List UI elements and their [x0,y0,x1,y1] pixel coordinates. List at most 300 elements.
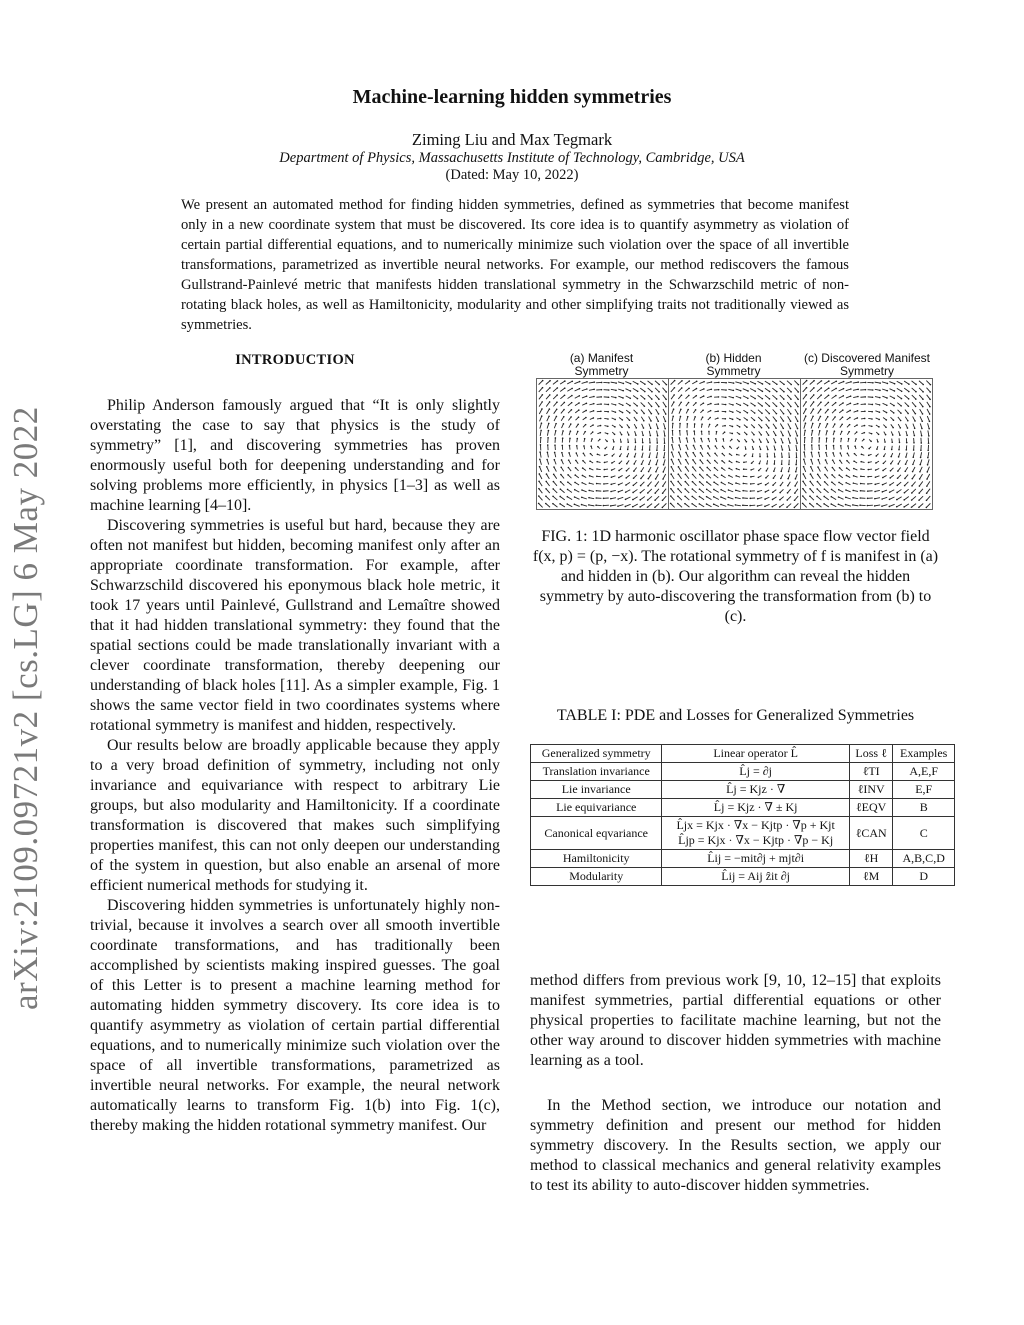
field-arrow [700,489,704,493]
field-arrow-head [775,420,777,422]
field-arrow-head [679,430,681,432]
field-arrow-head [574,504,576,506]
section-heading: INTRODUCTION [235,352,355,368]
field-arrow-head [692,481,694,483]
field-arrow-head [699,481,701,483]
field-arrow-head [548,423,550,425]
field-arrow [904,504,909,507]
field-arrow-head [874,498,876,500]
field-arrow-head [753,441,755,443]
field-arrow-head [842,402,844,404]
field-arrow [678,489,682,493]
field-arrow-head [739,426,741,428]
field-arrow-head [706,474,708,476]
field-arrow-head [883,456,885,458]
field-arrow-head [644,383,646,385]
field-arrow-head [549,387,551,389]
field-arrow-head [914,427,916,429]
field-arrow-head [918,492,920,494]
field-arrow-head [786,499,788,501]
field-arrow [539,388,543,392]
field-arrow-head [802,488,804,490]
field-arrow-head [824,466,826,468]
field-arrow-head [929,399,931,401]
field-arrow [640,381,645,384]
field-arrow-head [824,488,826,490]
field-arrow-head [721,453,723,455]
field-arrow-head [797,406,799,408]
field-arrow-head [671,459,673,461]
field-arrow [539,409,542,414]
field-arrow-head [622,419,624,421]
field-arrow-head [695,402,697,404]
field-arrow-head [904,492,906,494]
field-arrow-head [908,391,910,393]
field-arrow [678,467,681,472]
field-arrow-head [875,462,877,464]
field-arrow-head [896,499,898,501]
field-arrow [655,504,659,508]
field-arrow-head [817,474,819,476]
field-arrow-head [717,410,719,412]
field-arrow-head [685,444,687,446]
field-arrow-head [686,430,688,432]
field-arrow-head [812,423,814,425]
field-arrow-head [922,398,924,400]
field-arrow-head [776,398,778,400]
field-arrow-head [579,381,581,383]
field-arrow-head [633,470,635,472]
field-arrow-head [768,413,770,415]
field-arrow-head [684,503,686,505]
right-column-para-2 [530,1096,941,1196]
field-arrow-head [853,475,855,477]
field-arrow-head [911,492,913,494]
field-arrow [692,489,696,493]
field-arrow [781,431,783,436]
field-arrow-head [672,415,674,417]
field-arrow [671,489,675,493]
field-arrow-head [786,506,788,508]
field-arrow-head [570,423,572,425]
field-arrow [912,395,916,399]
field-arrow-head [617,498,619,500]
field-arrow-head [848,431,850,433]
field-arrow-head [647,492,649,494]
field-arrow [831,388,836,391]
field-arrow [890,497,895,499]
field-arrow [707,475,711,479]
field-arrow-head [733,390,735,392]
field-arrow-head [927,457,929,459]
field-arrow-head [853,468,855,470]
field-arrow-head [891,441,893,443]
field-arrow-head [884,448,886,450]
field-arrow-head [729,446,731,448]
field-arrow-head [716,431,718,433]
field-arrow-head [707,445,709,447]
field-arrow-head [926,478,928,480]
field-arrow-head [687,416,689,418]
field-arrow [678,474,681,479]
field-arrow-head [810,466,812,468]
field-arrow [920,474,923,479]
field-arrow-head [650,427,652,429]
field-arrow-head [729,460,731,462]
field-arrow [539,481,542,486]
field-arrow-head [768,420,770,422]
field-arrow-head [540,437,542,439]
field-arrow-head [788,456,790,458]
field-arrow [539,381,543,385]
field-arrow-head [805,422,807,424]
field-arrow-head [567,496,569,498]
field-arrow-head [678,459,680,461]
field-arrow [648,395,652,399]
field-arrow-head [632,499,634,501]
field-arrow-head [913,442,915,444]
field-arrow-head [766,463,768,465]
field-arrow-head [561,459,563,461]
field-arrow [721,490,726,492]
field-arrow-head [831,496,833,498]
table-row [531,763,955,781]
field-arrow [611,505,616,506]
field-arrow-head [898,456,900,458]
figure-caption: FIG. 1: 1D harmonic oscillator phase space flow vector field f(x, p) = (p, −x). The rotational symmetry of f is manifest in (a) and hidden in (b). Our algorithm can reveal the hidden symmetry by auto-discovering the transformation from (b) to (c). [532,528,939,625]
field-arrow-head [647,485,649,487]
field-arrow-head [600,403,602,405]
field-arrow-head [896,492,898,494]
field-arrow-head [615,404,617,406]
field-arrow-head [775,427,777,429]
field-arrow-head [729,453,731,455]
field-arrow-head [867,469,869,471]
field-arrow-head [886,390,888,392]
field-arrow-head [926,500,928,502]
field-arrow-head [772,484,774,486]
field-arrow [662,496,666,500]
field-arrow-head [540,444,542,446]
field-arrow [758,395,763,398]
field-arrow-head [772,491,774,493]
field-arrow [553,381,558,384]
field-arrow-head [608,382,610,384]
field-arrow [626,497,631,499]
field-arrow-head [834,423,836,425]
field-arrow [611,382,616,383]
field-arrow [633,388,638,391]
field-arrow-head [818,452,820,454]
field-arrow [765,381,770,384]
field-arrow [838,382,843,384]
field-arrow [547,467,549,472]
field-arrow-head [604,462,606,464]
field-arrow-head [672,423,674,425]
field-arrow [540,430,541,435]
field-arrow-head [677,503,679,505]
field-arrow-head [685,452,687,454]
field-arrow-head [929,391,931,393]
field-arrow-head [721,460,723,462]
field-arrow [656,409,659,414]
field-arrow [912,381,917,384]
field-arrow-head [636,412,638,414]
field-arrow-head [546,466,548,468]
field-arrow-head [709,424,711,426]
field-arrow-head [921,420,923,422]
field-arrow-head [907,427,909,429]
field-arrow-head [823,496,825,498]
field-arrow-head [538,503,540,505]
field-arrow-head [753,427,755,429]
field-arrow [810,496,814,500]
field-arrow [927,402,930,407]
field-arrow-head [548,430,550,432]
field-arrow [567,381,572,384]
field-arrow [750,403,754,406]
field-arrow-head [806,394,808,396]
field-arrow-head [747,412,749,414]
field-arrow [553,482,557,486]
field-arrow [656,416,658,421]
field-arrow-head [896,506,898,508]
field-arrow-head [541,401,543,403]
field-arrow-head [739,433,741,435]
field-arrow-head [820,416,822,418]
field-arrow [553,489,557,493]
field-arrow-head [882,470,884,472]
field-arrow-head [736,454,738,456]
field-arrow-head [906,442,908,444]
field-arrow-head [720,504,722,506]
field-arrow [810,402,813,407]
field-arrow-head [647,506,649,508]
field-arrow-head [540,430,542,432]
field-arrow-head [578,409,580,411]
field-arrow-head [581,489,583,491]
field-arrow [546,489,550,493]
field-arrow-head [900,412,902,414]
field-arrow [787,402,791,406]
field-arrow-head [564,394,566,396]
field-arrow-head [619,456,621,458]
field-arrow [640,395,644,399]
field-arrow-head [611,469,613,471]
field-arrow [547,416,549,421]
field-arrow [693,474,697,478]
field-arrow-head [930,384,932,386]
field-arrow-head [654,499,656,501]
field-arrow-head [765,477,767,479]
field-arrow-head [776,391,778,393]
field-arrow-head [882,491,884,493]
field-arrow-head [876,448,878,450]
field-arrow-head [904,471,906,473]
field-arrow-head [892,434,894,436]
field-arrow [780,402,784,406]
field-arrow [831,504,836,507]
field-arrow-head [761,420,763,422]
field-arrow-head [845,489,847,491]
field-arrow-head [821,380,823,382]
field-arrow-head [797,413,799,415]
field-arrow-head [918,499,920,501]
field-arrow [919,395,923,399]
field-arrow-head [692,474,694,476]
field-arrow-head [870,441,872,443]
field-arrow [919,489,923,493]
field-arrow-head [746,441,748,443]
field-arrow-head [618,491,620,493]
field-arrow-head [809,488,811,490]
table-row [531,781,955,799]
field-arrow-head [776,405,778,407]
field-arrow-head [637,390,639,392]
field-arrow [795,395,799,399]
field-arrow-head [636,420,638,422]
field-arrow-head [776,413,778,415]
field-arrow-head [591,438,593,440]
field-arrow [897,497,902,500]
field-arrow [618,505,623,507]
table-cell: Lie invariance [531,781,662,799]
table-cell: ℓINV [849,781,893,799]
field-arrow-head [813,387,815,389]
field-arrow-head [603,490,605,492]
field-arrow-head [781,456,783,458]
vector-field-hidden [669,379,800,509]
field-arrow-head [865,382,867,384]
field-arrow [656,474,659,479]
field-arrow-head [709,417,711,419]
field-arrow-head [641,463,643,465]
left-column [90,396,500,1136]
field-arrow [582,505,587,507]
field-arrow-head [588,504,590,506]
field-arrow [648,504,653,507]
field-arrow-head [900,420,902,422]
field-arrow-head [623,383,625,385]
field-arrow [795,423,797,428]
field-arrow-head [636,427,638,429]
header-cell: Generalized symmetry [531,745,662,763]
field-arrow [648,388,652,392]
field-arrow-head [827,416,829,418]
field-arrow-head [762,398,764,400]
field-arrow-head [782,449,784,451]
field-arrow-head [552,488,554,490]
field-arrow-head [613,441,615,443]
field-arrow-head [593,410,595,412]
field-arrow-head [745,448,747,450]
field-arrow [671,459,673,464]
field-arrow-head [743,468,745,470]
field-arrow-head [874,505,876,507]
pde-table [530,744,955,886]
field-arrow [679,460,682,465]
field-arrow [648,496,652,500]
field-arrow-head [743,475,745,477]
field-arrow [926,388,930,392]
field-arrow-head [825,452,827,454]
field-arrow [839,497,844,499]
field-arrow-head [855,438,857,440]
field-arrow-head [774,449,776,451]
field-arrow-head [757,498,759,500]
field-arrow-head [746,419,748,421]
field-arrow [574,504,579,506]
field-arrow-head [699,503,701,505]
field-arrow [817,496,821,500]
field-arrow-head [714,460,716,462]
table-row [531,850,955,868]
field-arrow [589,382,594,383]
field-arrow-head [790,391,792,393]
field-arrow [625,504,630,506]
field-arrow-head [538,495,540,497]
field-arrow-head [864,418,866,420]
field-arrow-head [820,409,822,411]
field-arrow-head [578,395,580,397]
field-arrow-head [929,421,931,423]
field-arrow-head [714,452,716,454]
table-cell: ℓM [849,868,893,886]
field-arrow-head [632,506,634,508]
field-arrow [794,388,798,392]
field-arrow-head [658,413,660,415]
field-arrow-head [899,434,901,436]
field-arrow-head [622,397,624,399]
field-arrow-head [897,470,899,472]
field-arrow-head [553,474,555,476]
field-arrow [633,504,638,507]
field-arrow-head [549,380,551,382]
field-arrow-head [759,456,761,458]
field-arrow-head [810,459,812,461]
field-arrow [743,382,748,384]
field-arrow-head [849,417,851,419]
field-arrow-head [889,491,891,493]
field-arrow-head [769,405,771,407]
field-arrow-head [619,463,621,465]
field-arrow-head [864,425,866,427]
field-arrow-head [878,419,880,421]
field-arrow-head [897,477,899,479]
field-arrow [671,503,675,507]
field-arrow [810,489,814,493]
field-arrow-head [656,442,658,444]
field-arrow [788,431,790,436]
field-arrow-head [735,504,737,506]
field-arrow-head [677,495,679,497]
field-arrow-head [699,466,701,468]
operator-line: L̂jx = Kjx · ∇x − Kjtp · ∇p + Kjt [676,818,835,832]
field-arrow [553,504,558,507]
field-arrow-head [604,455,606,457]
field-arrow-head [615,397,617,399]
field-arrow-head [853,460,855,462]
table-row [531,868,955,886]
field-arrow-head [740,383,742,385]
field-arrow [546,481,549,486]
field-arrow [788,438,790,443]
table-caption: TABLE I: PDE and Losses for Generalized Symmetries [556,707,915,724]
field-arrow [796,445,797,450]
paragraph: Our results below are broadly applicable because they apply to a very broad definition of symmetry, including not only invariance and equivariance with respect to arbitrary Lie groups, but also modularity and Hamiltonicity. If a coordinate transformation is discovered that makes such simplifying properties manifest, this can not only deepen our understanding of the system in question, but also enable an arsenal of more efficient numerical methods for studying it. [90,737,500,894]
field-arrow-head [789,442,791,444]
field-arrow [750,396,755,399]
